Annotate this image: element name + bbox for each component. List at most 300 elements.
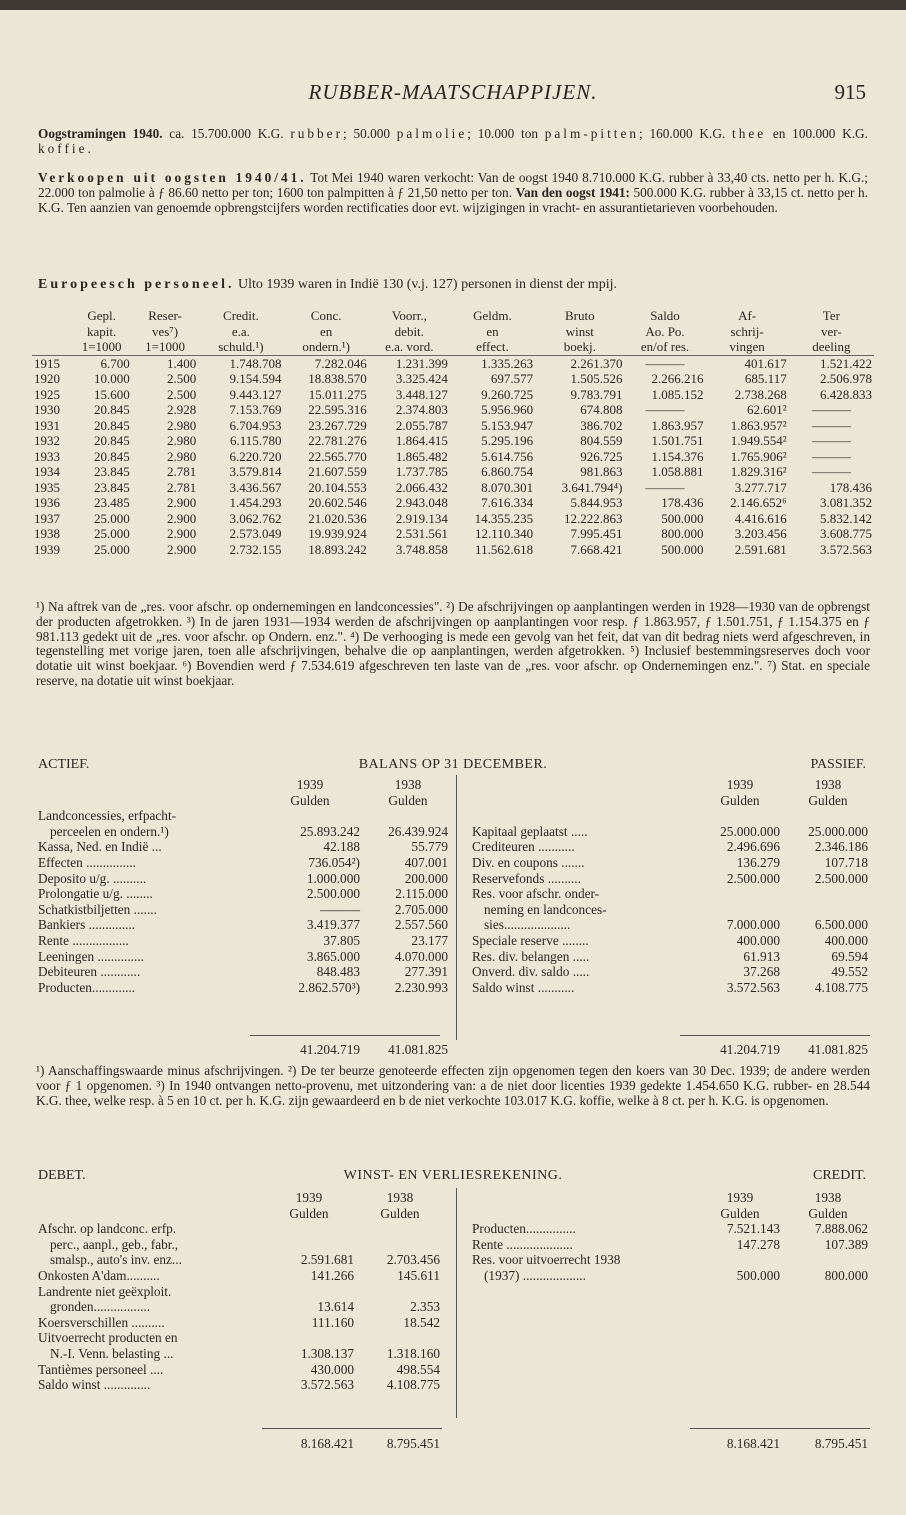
account-value-1939: 25.000.000 bbox=[720, 823, 780, 839]
account-row bbox=[472, 980, 870, 996]
history-cell: 2.900 bbox=[167, 541, 197, 557]
account-label: sies.................... bbox=[484, 917, 571, 933]
account-value-1939: 141.266 bbox=[310, 1267, 354, 1283]
history-cell: 1.400 bbox=[167, 355, 197, 371]
account-value-1939: 848.483 bbox=[316, 964, 360, 980]
account-value-1939: 111.160 bbox=[311, 1314, 354, 1330]
account-value-1938: 4.070.000 bbox=[394, 948, 448, 964]
history-cell: 1.501.751 bbox=[651, 433, 704, 448]
history-header-cell: schrij- bbox=[730, 323, 764, 339]
history-cell: 1.058.881 bbox=[651, 464, 704, 479]
history-cell: 1.863.957² bbox=[730, 417, 787, 433]
account-value-1938: 55.779 bbox=[411, 839, 448, 855]
history-cell: 981.863 bbox=[580, 464, 623, 479]
history-cell: 20.602.546 bbox=[308, 495, 367, 510]
account-value-1939: 7.000.000 bbox=[726, 917, 780, 933]
history-row bbox=[32, 526, 874, 542]
account-label: Speciale reserve ........ bbox=[472, 932, 589, 948]
history-cell: 9.260.725 bbox=[481, 386, 534, 402]
account-row bbox=[472, 1252, 870, 1268]
account-row bbox=[38, 1330, 448, 1346]
history-header-cell: vingen bbox=[706, 339, 789, 355]
account-value-1938: 107.389 bbox=[824, 1236, 868, 1252]
history-cell: 3.203.456 bbox=[734, 526, 787, 541]
account-value-1939: 3.865.000 bbox=[306, 948, 360, 964]
history-cell: 3.748.858 bbox=[395, 541, 448, 557]
history-cell: 2.980 bbox=[167, 417, 197, 433]
account-value-1939: 37.268 bbox=[743, 964, 780, 980]
history-header-cell: effect. bbox=[450, 339, 535, 355]
account-row bbox=[38, 980, 448, 996]
history-cell: 14.355.235 bbox=[474, 510, 534, 526]
history-cell: 2.066.432 bbox=[395, 479, 448, 495]
history-cell: 8.070.301 bbox=[481, 479, 534, 495]
personeel-label: Europeesch personeel. bbox=[38, 277, 235, 292]
history-cell: 500.000 bbox=[661, 541, 704, 557]
account-row bbox=[38, 933, 448, 949]
account-label: Schatkistbiljetten ....... bbox=[38, 901, 157, 917]
history-cell: 1.829.316² bbox=[730, 464, 787, 479]
credit-column: 1939 1938 Gulden Gulden Producten............... 7.521.143 7.888.062 Rente .................... 147.278 107.389 Res. voor uitvoerrecht 1938 (1937) ................... 500.000 800.000 bbox=[472, 1190, 868, 1283]
account-label: Saldo winst ........... bbox=[472, 979, 575, 995]
debet-total-rule bbox=[262, 1428, 442, 1429]
account-label: Bankiers .............. bbox=[38, 917, 136, 933]
history-cell: 22.565.770 bbox=[308, 448, 367, 464]
history-cell: 1935 bbox=[34, 479, 60, 495]
account-label: Res. voor uitvoerrecht 1938 bbox=[472, 1252, 621, 1268]
history-cell: 4.416.616 bbox=[734, 510, 787, 526]
history-cell: 5.832.142 bbox=[820, 510, 872, 526]
account-value-1938: 4.108.775 bbox=[814, 979, 868, 995]
history-cell: 2.500 bbox=[167, 371, 197, 386]
account-row bbox=[38, 1346, 448, 1362]
history-header-row bbox=[32, 339, 874, 355]
history-table bbox=[32, 308, 874, 557]
account-value-1939: 61.913 bbox=[743, 948, 780, 964]
history-header-cell: en bbox=[486, 323, 499, 339]
history-cell: 1931 bbox=[34, 417, 60, 433]
history-cell: 1.085.152 bbox=[651, 386, 704, 402]
balance-divider bbox=[456, 775, 457, 1040]
history-cell: 1.863.957 bbox=[651, 417, 704, 433]
history-cell: 2.055.787 bbox=[395, 417, 448, 433]
history-cell: 5.295.196 bbox=[481, 433, 534, 448]
account-label: neming en landconces- bbox=[484, 901, 607, 917]
page-number: 915 bbox=[834, 80, 866, 104]
history-cell: 9.443.127 bbox=[229, 386, 282, 402]
account-row bbox=[38, 839, 448, 855]
account-row bbox=[472, 1221, 870, 1237]
history-cell: 7.153.769 bbox=[229, 402, 282, 417]
history-header-row bbox=[32, 324, 874, 340]
history-cell: 15.011.275 bbox=[308, 386, 367, 402]
history-cell: 401.617 bbox=[744, 355, 787, 371]
history-cell: 1932 bbox=[34, 433, 60, 448]
history-cell: 1.737.785 bbox=[395, 464, 448, 479]
account-value-1938: 400.000 bbox=[824, 932, 868, 948]
history-cell: 1938 bbox=[34, 526, 60, 541]
history-cell: ——— bbox=[811, 402, 851, 417]
account-value-1939: 147.278 bbox=[736, 1236, 780, 1252]
history-header-cell: boekj. bbox=[535, 339, 624, 355]
account-value-1938: 2.115.000 bbox=[395, 886, 448, 902]
account-value-1938: 200.000 bbox=[404, 870, 448, 886]
history-row bbox=[32, 418, 874, 434]
pl-title: WINST- EN VERLIESREKENING. bbox=[343, 1168, 563, 1183]
history-cell: 23.267.729 bbox=[308, 417, 367, 433]
account-label: Div. en coupons ....... bbox=[472, 854, 585, 870]
history-row bbox=[32, 511, 874, 527]
history-header-cell: en/of res. bbox=[624, 339, 705, 355]
history-cell: 2.943.048 bbox=[395, 495, 448, 510]
history-header-cell: debit. bbox=[394, 323, 424, 339]
history-cell: 674.808 bbox=[580, 402, 623, 417]
history-row bbox=[32, 402, 874, 418]
history-cell: 20.845 bbox=[94, 448, 130, 464]
history-cell: 500.000 bbox=[661, 510, 704, 526]
history-header-cell: ves⁷) bbox=[151, 323, 179, 339]
account-value-1939: 2.500.000 bbox=[726, 870, 780, 886]
verkoop-label: Verkoopen uit oogsten 1940/41. bbox=[38, 170, 307, 185]
account-label: Koersverschillen .......... bbox=[38, 1314, 165, 1330]
history-cell: 1.864.415 bbox=[395, 433, 448, 448]
account-value-1939: 400.000 bbox=[736, 932, 780, 948]
account-value-1938: 25.000.000 bbox=[808, 823, 868, 839]
history-cell: 1937 bbox=[34, 510, 60, 526]
account-label: Debiteuren ............ bbox=[38, 964, 141, 980]
history-header-cell: kapit. bbox=[87, 323, 117, 339]
account-label: Rente .................... bbox=[472, 1236, 573, 1252]
history-cell: 5.844.953 bbox=[570, 495, 623, 510]
oogst-paragraph: Oogstramingen 1940. ca. 15.700.000 K.G. rubber; 50.000 palmolie; 10.000 ton palm-pitten; 160.000 K.G. thee en 100.000 K.G. koffie. bbox=[38, 126, 868, 156]
passief-total-rule bbox=[680, 1035, 870, 1036]
account-value-1939: 2.500.000 bbox=[306, 886, 360, 902]
history-cell: 1934 bbox=[34, 464, 60, 479]
account-row bbox=[38, 1284, 448, 1300]
history-cell: ——— bbox=[811, 417, 851, 433]
history-cell: ——— bbox=[811, 433, 851, 448]
history-row bbox=[32, 371, 874, 387]
account-value-1938: 2.703.456 bbox=[386, 1252, 440, 1268]
oogst-label: Oogstramingen 1940. bbox=[38, 126, 163, 141]
credit-heading: CREDIT. bbox=[812, 1168, 866, 1183]
account-row bbox=[38, 1268, 448, 1284]
account-value-1938: 23.177 bbox=[411, 932, 448, 948]
history-cell: 20.845 bbox=[94, 417, 130, 433]
history-cell: 1.949.554² bbox=[730, 433, 787, 448]
history-cell: 23.845 bbox=[94, 464, 130, 479]
account-value-1939: 7.521.143 bbox=[726, 1221, 780, 1237]
history-cell: 7.668.421 bbox=[570, 541, 623, 557]
account-row bbox=[472, 839, 870, 855]
account-value-1938: 2.500.000 bbox=[814, 870, 868, 886]
history-cell: 2.591.681 bbox=[734, 541, 787, 557]
account-value-1939: 13.614 bbox=[317, 1299, 354, 1315]
history-header-cell: 1=1000 bbox=[72, 339, 132, 355]
history-header-cell bbox=[32, 308, 72, 324]
history-cell: 1930 bbox=[34, 402, 60, 417]
account-row bbox=[472, 871, 870, 887]
history-cell: 62.601² bbox=[747, 402, 787, 417]
account-value-1939: 2.591.681 bbox=[300, 1252, 354, 1268]
history-header-cell: ondern.¹) bbox=[284, 339, 369, 355]
history-header-cell: Bruto bbox=[564, 308, 595, 323]
history-row bbox=[32, 542, 874, 558]
account-value-1939: 37.805 bbox=[323, 932, 360, 948]
account-label: Onkosten A'dam.......... bbox=[38, 1267, 160, 1283]
history-cell: 2.980 bbox=[167, 433, 197, 448]
history-cell: 2.980 bbox=[167, 448, 197, 464]
history-cell: 3.062.762 bbox=[229, 510, 282, 526]
history-cell: 1.231.399 bbox=[395, 355, 448, 371]
account-value-1939: ——— bbox=[320, 901, 360, 917]
history-cell: 685.117 bbox=[744, 371, 787, 386]
page-title: RUBBER-MAATSCHAPPIJEN. bbox=[308, 80, 598, 104]
history-header-cell: Ter bbox=[822, 308, 840, 323]
account-value-1939: 2.496.696 bbox=[726, 839, 780, 855]
history-cell: 2.738.268 bbox=[734, 386, 787, 402]
personeel-paragraph: Europeesch personeel. Ulto 1939 waren in Indië 130 (v.j. 127) personen in dienst der mpij. bbox=[38, 277, 617, 292]
account-value-1939: 736.054²) bbox=[308, 854, 360, 870]
account-row bbox=[38, 1299, 448, 1315]
account-value-1939: 1.308.137 bbox=[300, 1345, 354, 1361]
history-cell: 1920 bbox=[34, 371, 60, 386]
history-row bbox=[32, 464, 874, 480]
history-cell: 926.725 bbox=[580, 448, 623, 464]
history-header-cell: Saldo bbox=[650, 308, 680, 323]
account-value-1939: 3.572.563 bbox=[300, 1377, 354, 1393]
history-cell: 2.374.803 bbox=[395, 402, 448, 417]
debet-heading: DEBET. bbox=[38, 1168, 86, 1183]
account-row bbox=[38, 917, 448, 933]
account-row bbox=[472, 902, 870, 918]
history-cell: 6.860.754 bbox=[481, 464, 534, 479]
account-value-1938: 7.888.062 bbox=[814, 1221, 868, 1237]
history-header-cell: ver- bbox=[821, 323, 842, 339]
account-label: Prolongatie u/g. ........ bbox=[38, 886, 153, 902]
account-label: Effecten ............... bbox=[38, 854, 136, 870]
account-value-1938: 2.230.993 bbox=[394, 979, 448, 995]
account-value-1938: 800.000 bbox=[824, 1267, 868, 1283]
history-header-cell: Ao. Po. bbox=[645, 323, 685, 339]
history-cell: 6.700 bbox=[100, 355, 130, 371]
history-row bbox=[32, 387, 874, 403]
account-label: Kassa, Ned. en Indië ... bbox=[38, 839, 162, 855]
history-cell: 11.562.618 bbox=[475, 541, 534, 557]
history-cell: 386.702 bbox=[580, 417, 623, 433]
history-cell: 3.277.717 bbox=[734, 479, 787, 495]
history-cell: 2.732.155 bbox=[229, 541, 282, 557]
account-label: (1937) ................... bbox=[484, 1267, 586, 1283]
account-row bbox=[38, 1362, 448, 1378]
account-row bbox=[38, 824, 448, 840]
account-value-1938: 4.108.775 bbox=[386, 1377, 440, 1393]
account-row bbox=[38, 855, 448, 871]
history-cell: 3.641.794⁴) bbox=[561, 479, 623, 495]
history-header-cell bbox=[32, 339, 72, 355]
history-cell: ——— bbox=[645, 402, 685, 417]
credit-total-rule bbox=[690, 1428, 870, 1429]
history-header-cell: schuld.¹) bbox=[198, 339, 283, 355]
history-cell: 2.266.216 bbox=[651, 371, 704, 386]
account-label: Leeningen .............. bbox=[38, 948, 144, 964]
account-row bbox=[472, 808, 870, 824]
account-label: Kapitaal geplaatst ..... bbox=[472, 823, 588, 839]
history-cell: 3.325.424 bbox=[395, 371, 448, 386]
history-cell: 2.900 bbox=[167, 495, 197, 510]
history-cell: 2.928 bbox=[167, 402, 197, 417]
history-cell: 1.865.482 bbox=[395, 448, 448, 464]
history-header-cell: Reser- bbox=[148, 308, 182, 323]
history-cell: 697.577 bbox=[490, 371, 534, 386]
account-value-1938: 2.705.000 bbox=[394, 901, 448, 917]
account-value-1938: 69.594 bbox=[831, 948, 868, 964]
account-value-1938: 2.353 bbox=[410, 1299, 440, 1315]
history-cell: 2.781 bbox=[167, 464, 197, 479]
account-value-1938: 6.500.000 bbox=[814, 917, 868, 933]
history-header-cell: en bbox=[320, 323, 333, 339]
account-label: N.-I. Venn. belasting ... bbox=[50, 1345, 174, 1361]
verkoop-paragraph: Verkoopen uit oogsten 1940/41. Tot Mei 1940 waren verkocht: Van de oogst 1940 8.710.000 K.G. rubber à 33,40 cts. netto per h. K.G.; 22.000 ton palmolie à ƒ 86.60 netto per ton; 1600 ton palmpitten à ƒ 21,50 netto per ton. Van den oogst 1941: 500.000 K.G. rubber à 33,15 ct. netto per h. K.G. Ten aanzien van genoemde opbrengstcijfers worden rectificaties door evt. wijzigingen in vracht- en assurantietarieven voorbehouden. bbox=[38, 170, 868, 215]
history-cell: 12.222.863 bbox=[563, 510, 623, 526]
history-cell: 2.531.561 bbox=[395, 526, 448, 541]
history-cell: ——— bbox=[645, 479, 685, 495]
account-label: Afschr. op landconc. erfp. bbox=[38, 1221, 177, 1237]
history-cell: 3.081.352 bbox=[820, 495, 872, 510]
account-label: Onverd. div. saldo ..... bbox=[472, 964, 590, 980]
account-value-1939: 1.000.000 bbox=[306, 870, 360, 886]
history-cell: 1.505.526 bbox=[570, 371, 623, 386]
history-cell: 3.448.127 bbox=[395, 386, 448, 402]
account-row bbox=[472, 1237, 870, 1253]
account-label: Producten............. bbox=[38, 979, 136, 995]
history-cell: ——— bbox=[645, 355, 685, 371]
history-header-cell: 1=1000 bbox=[132, 339, 199, 355]
history-header-cell: e.a. bbox=[231, 323, 250, 339]
history-cell: 22.595.316 bbox=[308, 402, 367, 417]
account-value-1938: 2.346.186 bbox=[814, 839, 868, 855]
history-footnotes: ¹) Na aftrek van de „res. voor afschr. op ondernemingen en landconcessies". ²) De afschrijvingen op aanplantingen werden in 1928—1930 van de opbrengst der producten afgetrokken. ³) In de jaren 1931—1934 werden de afschrijvingen op aanplantingen voor resp. ƒ 1.863.957, ƒ 1.501.751, ƒ 1.154.375 en ƒ 981.113 gedekt uit de „res. voor afschr. op Ondern. enz.". ⁴) De verhooging is mede een gevolg van het feit, dat van dit bedrag niets werd afgeschreven, in tegenstelling met vorige jaren, toen alle afschrijvingen, behalve die op aanplantingen, werden afgetrokken. ⁵) Inclusief bestemmingsreserves doch voor dotatie uit winst boekjaar. ⁶) Bovendien werd ƒ 7.534.619 afgeschreven ten laste van de „res. voor afschr. op Ondernemingen enz.". ⁷) Stat. en speciale reserve, na dotatie uit winst boekjaar. bbox=[36, 599, 870, 688]
actief-total: 41.204.719 41.081.825 bbox=[300, 1042, 448, 1057]
history-cell: 1.154.376 bbox=[651, 448, 704, 464]
account-row bbox=[472, 855, 870, 871]
account-row bbox=[472, 824, 870, 840]
history-cell: 2.919.134 bbox=[395, 510, 448, 526]
history-cell: 1939 bbox=[34, 541, 60, 557]
history-cell: 20.104.553 bbox=[308, 479, 367, 495]
history-cell: 2.900 bbox=[167, 510, 197, 526]
history-cell: 2.506.978 bbox=[820, 371, 872, 386]
history-row bbox=[32, 449, 874, 465]
history-cell: 1.765.906² bbox=[730, 448, 787, 464]
account-row bbox=[38, 808, 448, 824]
history-cell: 1936 bbox=[34, 495, 60, 510]
history-cell: 7.282.046 bbox=[314, 355, 367, 371]
history-cell: ——— bbox=[811, 464, 851, 479]
history-cell: 20.845 bbox=[94, 402, 130, 417]
account-value-1938: 18.542 bbox=[403, 1314, 440, 1330]
account-label: Uitvoerrecht producten en bbox=[38, 1330, 178, 1346]
history-cell: 25.000 bbox=[94, 541, 130, 557]
history-cell: 7.616.334 bbox=[481, 495, 534, 510]
account-row bbox=[472, 886, 870, 902]
passief-heading: PASSIEF. bbox=[810, 757, 866, 772]
history-cell: 12.110.340 bbox=[475, 526, 534, 541]
account-value-1939: 3.572.563 bbox=[726, 979, 780, 995]
account-value-1938: 2.557.560 bbox=[394, 917, 448, 933]
history-cell: 2.146.652⁶ bbox=[730, 495, 787, 510]
history-cell: 6.704.953 bbox=[229, 417, 282, 433]
history-cell: 21.020.536 bbox=[308, 510, 367, 526]
history-cell: 1.335.263 bbox=[481, 355, 534, 371]
account-row bbox=[38, 964, 448, 980]
history-cell: 6.115.780 bbox=[230, 433, 282, 448]
account-label: Res. voor afschr. onder- bbox=[472, 886, 600, 902]
balance-title: BALANS OP 31 DECEMBER. bbox=[358, 757, 548, 772]
history-cell: 22.781.276 bbox=[308, 433, 367, 448]
history-row bbox=[32, 355, 874, 371]
history-header-cell: Voorr., bbox=[391, 308, 427, 323]
history-cell: 1915 bbox=[34, 355, 60, 371]
account-row bbox=[38, 871, 448, 887]
history-cell: ——— bbox=[811, 448, 851, 464]
account-value-1939: 42.188 bbox=[323, 839, 360, 855]
history-cell: 1.454.293 bbox=[229, 495, 282, 510]
history-row bbox=[32, 495, 874, 511]
history-row bbox=[32, 480, 874, 496]
history-cell: 3.436.567 bbox=[229, 479, 282, 495]
account-value-1939: 430.000 bbox=[310, 1361, 354, 1377]
debet-total: 8.168.421 8.795.451 bbox=[300, 1436, 440, 1451]
history-cell: 20.845 bbox=[94, 433, 130, 448]
balance-footnotes: ¹) Aanschaffingswaarde minus afschrijvingen. ²) De ter beurze genoteerde effecten zijn opgenomen tegen den koers van 30 Dec. 1939; de andere werden voor ƒ 1 opgenomen. ³) In 1940 ontvangen netto-provenu, met uitzondering van: a de niet door licenties 1939 gedekte 1.454.650 K.G. rubber- en 28.544 K.G. thee, welke resp. à 5 en 10 ct. per h. K.G. zijn gewaardeerd en b de niet verkochte 103.017 K.G. koffie, welke à 8 ct. per h. K.G. is opgenomen. bbox=[36, 1063, 870, 1108]
account-label: Producten............... bbox=[472, 1221, 576, 1237]
account-label: Deposito u/g. .......... bbox=[38, 870, 147, 886]
pl-divider bbox=[456, 1188, 457, 1418]
history-cell: 1.748.708 bbox=[229, 355, 282, 371]
history-cell: 25.000 bbox=[94, 526, 130, 541]
account-label: Saldo winst .............. bbox=[38, 1377, 151, 1393]
actief-column: 1939 1938 Gulden Gulden Landconcessies, erfpacht- perceelen en ondern.¹) 25.893.242 26.439.924 Kassa, Ned. en Indië ... 42.188 55.779 Effecten ............... 736.054²) 407.001 Deposito u/g. .......... 1.000.000 200.000 Prolongatie u/g. ........ 2.500.000 2.115.000 Schatkistbiljetten ....... ——— 2.705.000 Bankiers .............. 3.419.377 2.557.560 Rente ................. 37.805 23.177 Leeningen .............. 3.865.000 4.070.000 Debiteuren ............ 848.483 277.391 Producten............. 2.862.570³) 2.230.993 bbox=[38, 777, 448, 995]
account-value-1939: 25.893.242 bbox=[300, 823, 360, 839]
account-value-1938: 498.554 bbox=[396, 1361, 440, 1377]
history-cell: 2.500 bbox=[167, 386, 197, 402]
debet-column: 1939 1938 Gulden Gulden Afschr. op landconc. erfp. perc., aanpl., geb., fabr., smalsp., auto's inv. enz... 2.591.681 2.703.456 Onkosten A'dam.......... 141.266 145.611 Landrente niet geëxploit. gronden................. 13.614 2.353 Koersverschillen .......... 111.160 18.542 Uitvoerrecht producten en N.-I. Venn. belasting ... 1.308.137 1.318.160 Tantièmes personeel .... 430.000 498.554 Saldo winst .............. 3.572.563 4.108.775 bbox=[38, 1190, 448, 1393]
account-label: perceelen en ondern.¹) bbox=[50, 823, 169, 839]
history-cell: 5.153.947 bbox=[481, 417, 534, 433]
history-cell: 5.956.960 bbox=[481, 402, 534, 417]
scan-border bbox=[0, 0, 906, 10]
history-cell: 6.220.720 bbox=[229, 448, 282, 464]
account-label: Landrente niet geëxploit. bbox=[38, 1283, 172, 1299]
account-value-1938: 1.318.160 bbox=[386, 1345, 440, 1361]
history-cell: 18.838.570 bbox=[308, 371, 367, 386]
account-value-1938: 145.611 bbox=[397, 1267, 440, 1283]
history-cell: 25.000 bbox=[94, 510, 130, 526]
history-cell: 804.559 bbox=[580, 433, 623, 448]
account-label: Crediteuren ........... bbox=[472, 839, 575, 855]
history-header-cell: Af- bbox=[738, 308, 757, 323]
history-cell: 2.261.370 bbox=[570, 355, 623, 371]
account-value-1939: 500.000 bbox=[736, 1267, 780, 1283]
account-label: perc., aanpl., geb., fabr., bbox=[50, 1236, 179, 1252]
account-value-1939: 136.279 bbox=[736, 854, 780, 870]
history-header-cell: winst bbox=[565, 323, 594, 339]
history-cell: 18.893.242 bbox=[308, 541, 367, 557]
history-header-cell: Gepl. bbox=[87, 308, 116, 323]
account-label: Tantièmes personeel .... bbox=[38, 1361, 164, 1377]
history-cell: 7.995.451 bbox=[570, 526, 623, 541]
